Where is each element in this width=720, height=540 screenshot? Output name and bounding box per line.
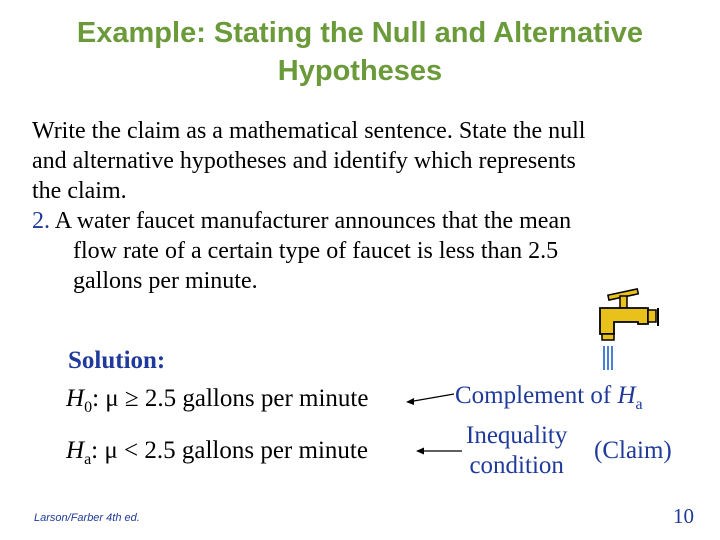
arrow-to-h0-head <box>406 398 414 405</box>
null-hypothesis <box>66 384 368 423</box>
complement-text: Complement of <box>455 382 618 409</box>
alternative-hypothesis <box>66 436 368 475</box>
problem-text <box>32 116 702 296</box>
item-line-1 <box>32 206 702 236</box>
arrow-to-ha-head <box>416 448 424 455</box>
complement-subscript: a <box>635 396 643 413</box>
inequality-line-1: Inequality <box>466 422 568 449</box>
complement-label <box>455 381 643 420</box>
item-line-3: gallons per minute. <box>73 268 258 294</box>
slide-title-line-1: Example: Stating the Null and Alternative <box>76 17 644 49</box>
h0-statement: : μ ≥ 2.5 gallons per minute <box>92 385 369 412</box>
arrow-to-h0 <box>408 394 454 402</box>
claim-label: (Claim) <box>594 437 672 464</box>
ha-subscript: a <box>84 451 92 468</box>
inequality-label <box>466 421 567 481</box>
problem-line-3: the claim. <box>32 178 127 204</box>
h0-subscript: 0 <box>84 399 93 416</box>
complement-symbol: H <box>617 382 636 409</box>
faucet-icon <box>590 284 664 374</box>
h0-symbol: H <box>66 385 85 412</box>
problem-line-1: Write the claim as a mathematical sentence. State the null <box>32 118 586 144</box>
ha-symbol: H <box>66 437 85 464</box>
item-number: 2. <box>32 208 50 234</box>
solution-label: Solution: <box>68 347 166 374</box>
slide-title <box>0 14 720 90</box>
inequality-line-2: condition <box>469 452 564 479</box>
page-number: 10 <box>673 504 694 528</box>
item-text-1: A water faucet manufacturer announces that the mean <box>54 208 572 234</box>
problem-line-2: and alternative hypotheses and identify which represents <box>32 148 576 174</box>
ha-statement: : μ < 2.5 gallons per minute <box>91 437 368 464</box>
footer-credit: Larson/Farber 4th ed. <box>34 512 140 524</box>
item-line-2: flow rate of a certain type of faucet is less than 2.5 <box>73 238 559 264</box>
slide-title-line-2: Hypotheses <box>277 55 443 87</box>
